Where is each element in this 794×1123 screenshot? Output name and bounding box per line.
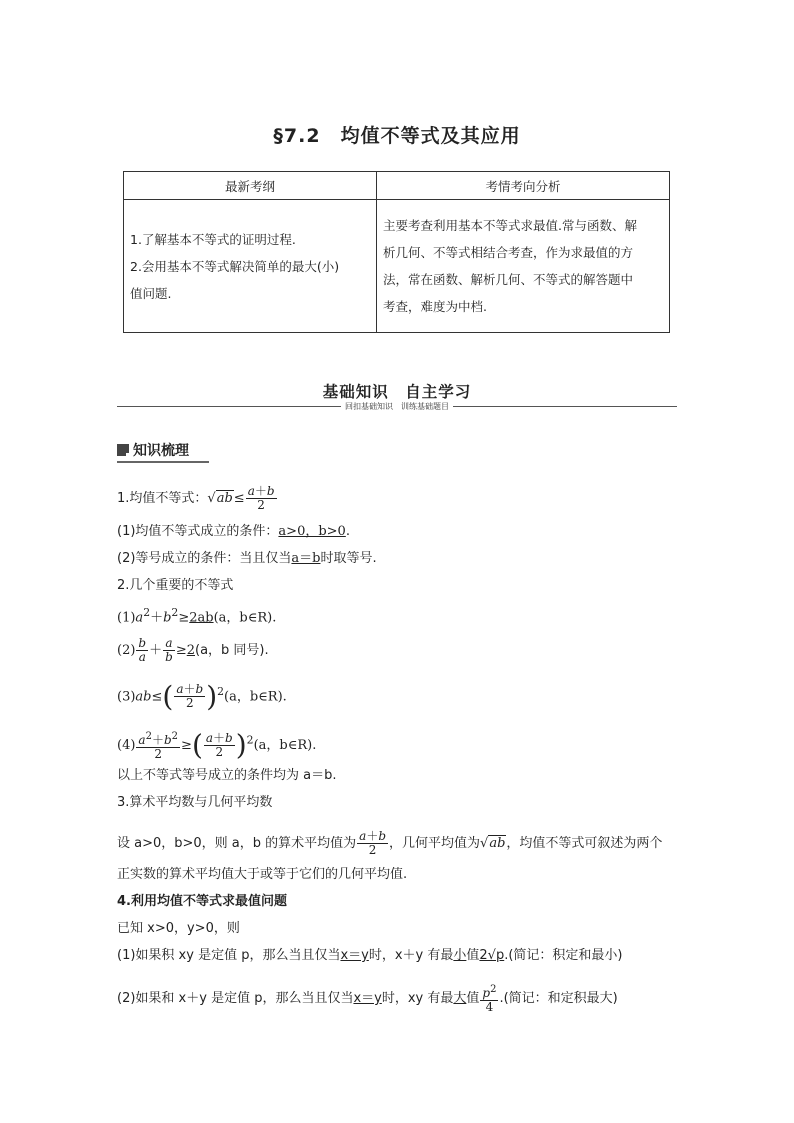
inequality-3: (3)ab≤( $\frac{a+b}{2}$ )$^2$(a，b∈R). [117,679,287,713]
section-subheading: 回扣基础知识 训练基础题目 [0,401,794,412]
table-header-outline: 最新考纲 [124,172,377,200]
answer-blank: a＝b [291,551,321,566]
square-icon [117,444,129,456]
answer-blank: x＝y [340,948,369,963]
analysis-line: 主要考查利用基本不等式求最值.常与函数、解 [383,218,637,233]
analysis-cell [377,200,670,333]
analysis-line: 法，常在函数、解析几何、不等式的解答题中 [383,272,634,287]
extremum-line-1: (1)如果积 xy 是定值 p，那么当且仅当x＝y时，x＋y 有最小值2√p.(简记：积定和最小) [117,948,623,963]
answer-blank: 2 [186,643,195,658]
analysis-line: 考查，难度为中档. [383,299,487,314]
heading-extremum: 4.利用均值不等式求最值问题 [117,894,287,909]
line-mean-inequality: 1.均值不等式：√ab≤ $\frac{a+b}{2}$ [117,484,275,512]
answer-blank: 大 [453,991,467,1006]
given-line: 已知 x>0，y>0，则 [117,921,240,936]
heading-important-inequalities: 2.几个重要的不等式 [117,578,234,593]
analysis-line: 析几何、不等式相结合考查，作为求最值的方 [383,245,634,260]
outline-cell [124,200,377,333]
equality-note: 以上不等式等号成立的条件均为 a＝b. [117,768,337,783]
answer-blank: 2√p [479,948,505,963]
inequality-4: (4) $\frac{a^2+b^2}{2}$ ≥( $\frac{a+b}{2}$ )$^2$(a，b∈R). [117,728,317,762]
inequality-1: $(1)a^2+b^2\ge 2ab(a$，b∈R). [117,606,277,626]
inequality-2: (2) $\frac{b}{a}$ ＋ $\frac{a}{b}$ ≥2(a，b 同号). [117,636,269,664]
answer-blank: 小 [453,948,467,963]
outline-line: 2.会用基本不等式解决简单的最大(小) [130,258,340,274]
table-header-analysis: 考情考向分析 [377,172,670,200]
outline-line: 值问题. [130,285,172,301]
means-line-2: 正实数的算术平均值大于或等于它们的几何平均值. [117,867,408,882]
exam-outline-table [123,171,670,333]
knowledge-label: 知识梳理 [117,440,189,460]
line-condition-1: (1)均值不等式成立的条件：a>0，b>0. [117,524,350,539]
means-line-1: 设 a>0，b>0，则 a，b 的算术平均值为 $\frac{a+b}{2}$ ，几何平均值为√ab，均值不等式可叙述为两个 [117,829,663,857]
answer-blank: x＝y [353,991,382,1006]
answer-blank: 2ab [189,610,214,626]
answer-blank: a>0，b>0 [278,524,346,539]
knowledge-underline [117,461,209,463]
outline-line: 1.了解基本不等式的证明过程. [130,231,296,247]
heading-means: 3.算术平均数与几何平均数 [117,795,273,810]
section-heading: 基础知识 自主学习 [322,383,472,401]
page-title: §7.2 均值不等式及其应用 [273,125,521,147]
line-condition-2: (2)等号成立的条件：当且仅当a＝b时取等号. [117,551,377,566]
extremum-line-2: (2)如果和 x＋y 是定值 p，那么当且仅当x＝y时，xy 有最大值 $\frac{p^2}{4}$ .(简记：和定积最大) [117,984,618,1014]
